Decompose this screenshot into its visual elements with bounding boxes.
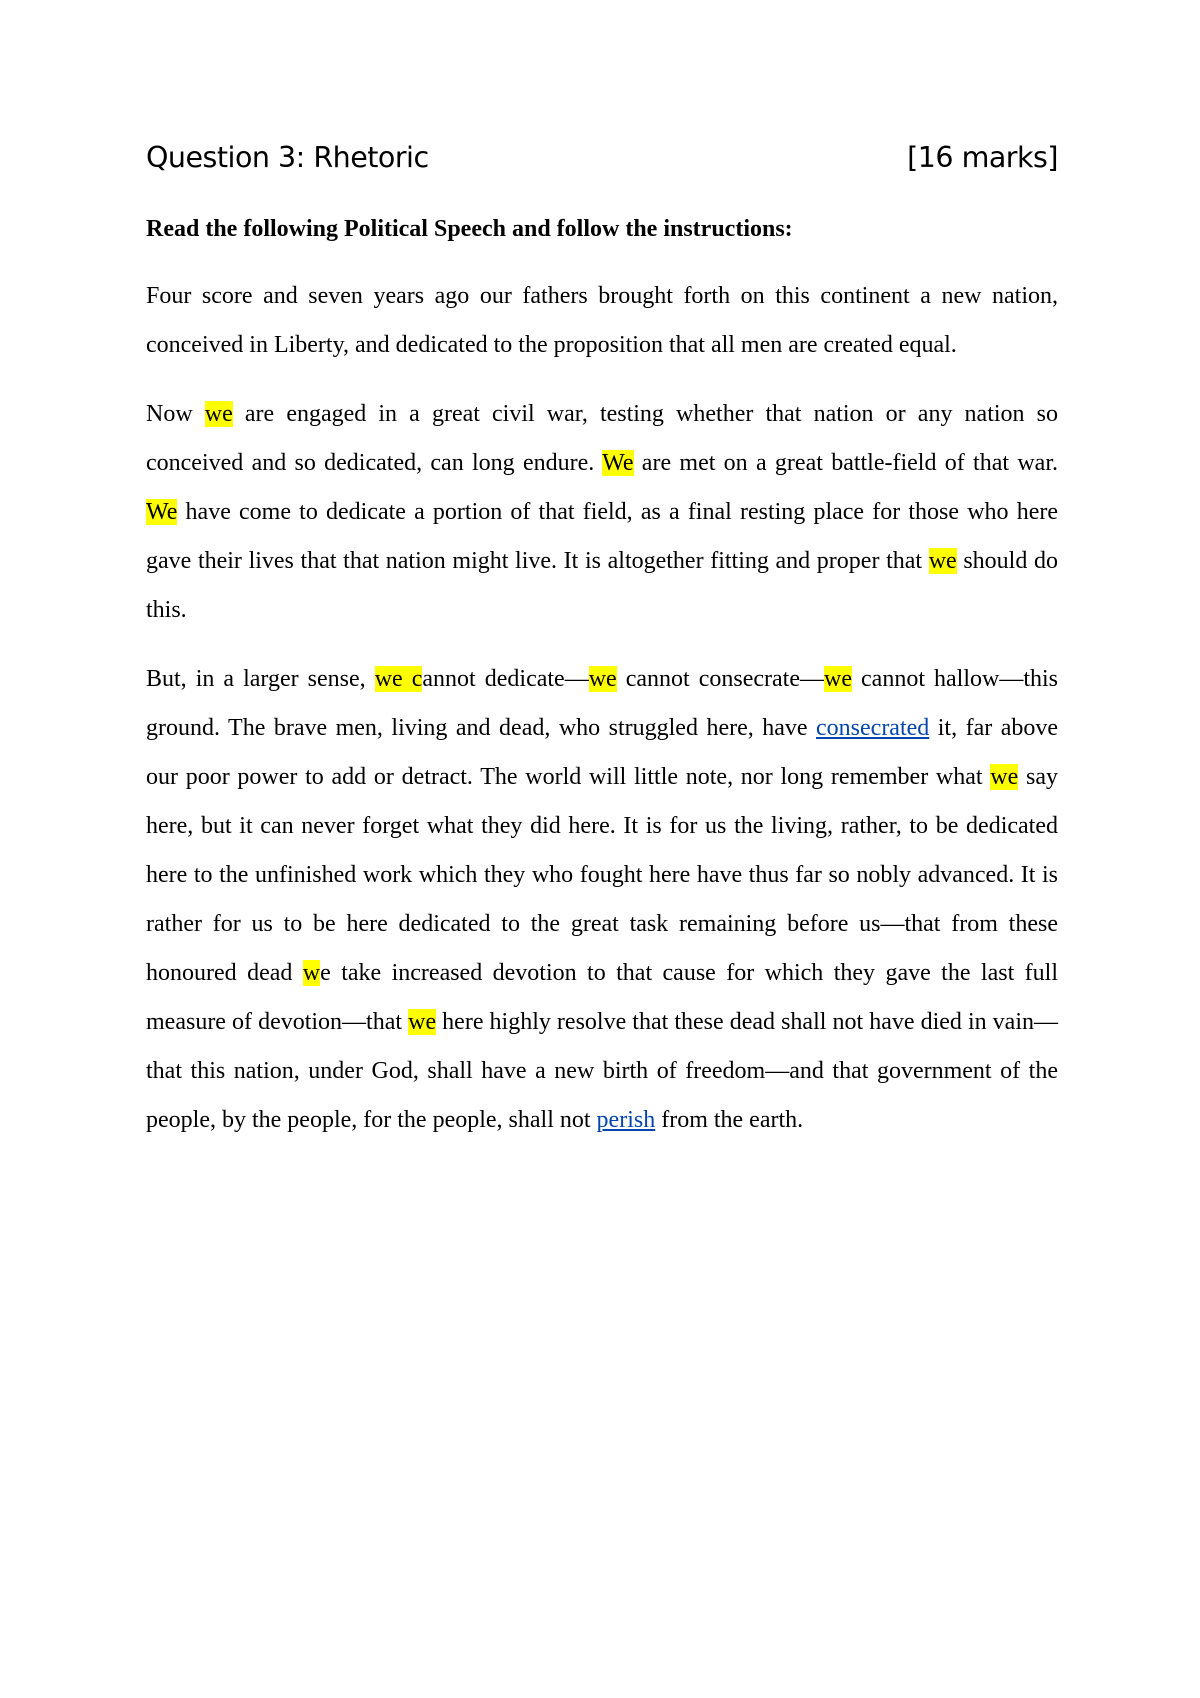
text-run: are engaged in a great civil war, testing whether that nation or any nation so conceived and so dedicated, can long endure. [146, 401, 1059, 476]
text-run: are met on a great battle-field of that war. [633, 450, 1058, 476]
question-heading [146, 138, 1058, 178]
text-run: should do this. [146, 548, 1058, 623]
text-run: have come to dedicate a portion of that field, as a final resting place for those who here gave their lives that that nation might live. It is altogether fitting and proper that [146, 499, 1058, 574]
document-page [146, 138, 1058, 1145]
link-consecrated[interactable]: consecrated [816, 715, 930, 741]
text-run: it, far above our poor power to add or detract. The world will little note, nor long remember what [146, 715, 1059, 790]
text-run: say here, but it can never forget what they did here. It is for us the living, rather, to be dedicated here to the unfinished work which they who fought here have thus far so nobly advanced. It is rather for us to be here dedicated to the great task remaining before us—that from these honoured dead [146, 764, 1058, 986]
text-run: e take increased devotion to that cause for which they gave the last full measure of devotion—that [146, 960, 1058, 1035]
speech-paragraph-3 [146, 655, 1058, 1145]
text-run: annot dedicate— [422, 666, 589, 692]
highlighted-word: w [302, 960, 321, 986]
instructions: Read the following Political Speech and follow the instructions: [146, 216, 793, 242]
text-run: cannot hallow—this ground. The brave men, living and dead, who struggled here, have [146, 666, 1059, 741]
highlighted-word: we [928, 548, 957, 574]
highlighted-word: We [602, 450, 634, 476]
question-marks: [16 marks] [907, 141, 1058, 174]
speech-paragraph-2 [146, 390, 1058, 635]
highlighted-word: we [588, 666, 617, 692]
highlighted-word: we [204, 401, 233, 427]
text-run: here highly resolve that these dead shall not have died in vain—that this nation, under God, shall have a new birth of freedom—and that government of the people, by the people, for the people, shall not [146, 1009, 1058, 1133]
text-run: from the earth. [655, 1107, 804, 1133]
highlighted-word: We [146, 499, 178, 525]
highlighted-word: we c [374, 666, 423, 692]
highlighted-word: we [824, 666, 852, 692]
text-run: But, in a larger sense, [146, 666, 375, 692]
highlighted-word: we [408, 1009, 437, 1035]
link-perish[interactable]: perish [596, 1107, 656, 1133]
text-run: Now [146, 401, 205, 427]
speech-paragraph-1: Four score and seven years ago our fathers brought forth on this continent a new nation, conceived in Liberty, and dedicated to the proposition that all men are created equal. [146, 283, 1058, 358]
highlighted-word: we [990, 764, 1019, 790]
question-title: Question 3: Rhetoric [146, 141, 429, 174]
text-run: cannot consecrate— [616, 666, 824, 692]
